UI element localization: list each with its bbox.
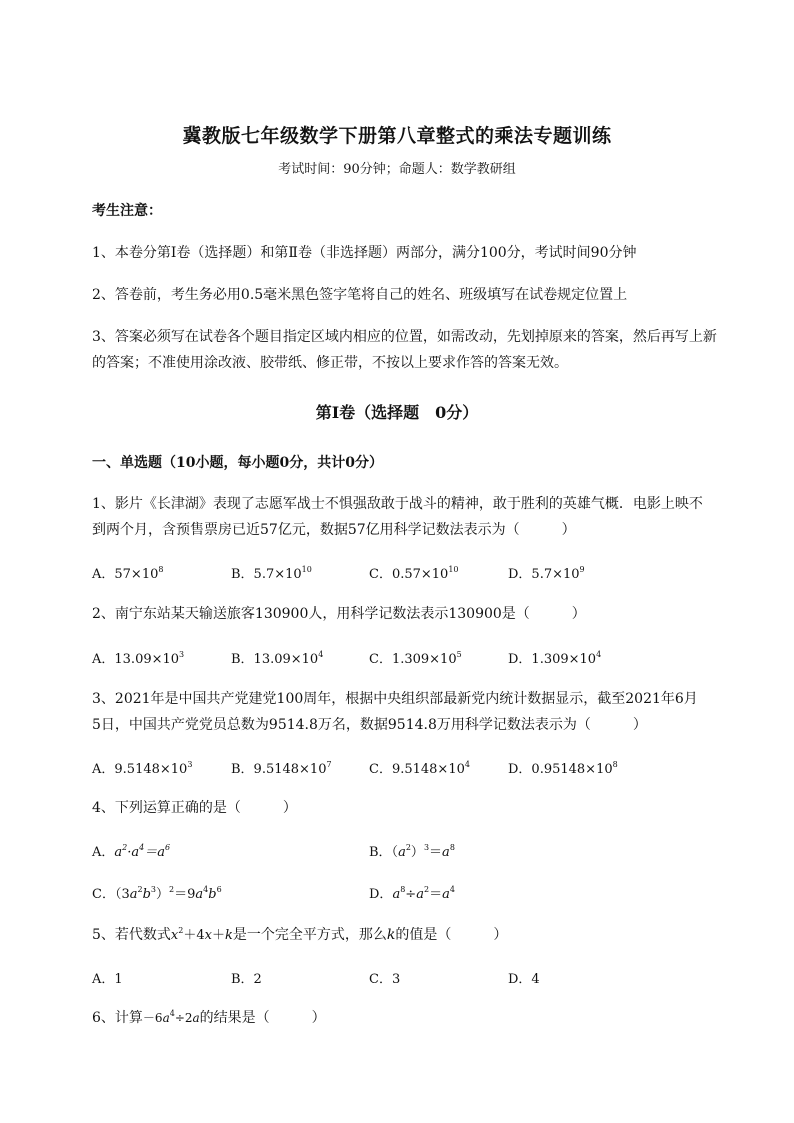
q6-text-pre: 6、计算 (92, 1010, 143, 1026)
question-2-line-1: 2、南宁东站某天输送旅客130900人，用科学记数法表示130900是（ ） (92, 606, 586, 622)
q3-option-d-text: D．0.95148×10 (508, 762, 613, 777)
q3-option-a-exp: 3 (187, 760, 193, 769)
q1-option-a-exp: 8 (158, 565, 164, 574)
q4-option-d[interactable] (369, 883, 455, 902)
q2-option-a-text: A．13.09×10 (92, 652, 180, 667)
q2-option-a[interactable] (92, 648, 184, 667)
q5-variable-k: k (386, 927, 396, 943)
q1-option-c-text: C．0.57×10 (369, 567, 449, 582)
q1-option-a-text: A．57×10 (92, 567, 159, 582)
q1-option-d[interactable] (508, 563, 585, 582)
notice-heading: 考生注意： (92, 203, 162, 219)
q5-option-d[interactable]: D．4 (508, 972, 540, 987)
q3-option-c-exp: 4 (464, 760, 470, 769)
q4-option-c-formula: $a^2b^3)^2=9a^4b^6$ (129, 885, 222, 902)
q4-option-c[interactable] (92, 883, 222, 902)
q5-text-post: 的值是（ ） (395, 927, 508, 943)
q6-formula: $-6a^4\div 2a$ (142, 1009, 200, 1025)
q2-option-c-exp: 5 (456, 650, 462, 659)
exam-subtitle: 考试时间：90分钟；命题人：数学教研组 (278, 162, 516, 177)
q4-option-a-formula: $a^2\cdot a^4=a^6$ (114, 843, 171, 860)
section-title: 第Ⅰ卷（选择题 0分） (315, 403, 479, 422)
q3-option-c[interactable] (369, 758, 470, 777)
q3-option-b-exp: 7 (326, 760, 332, 769)
q4-option-d-formula: $a^8\div a^2=a^4$ (392, 885, 455, 902)
notice-item-3-cont: 的答案；不准使用涂改液、胶带纸、修正带，不按以上要求作答的答案无效。 (92, 355, 568, 371)
q5-option-b[interactable]: B．2 (231, 972, 262, 987)
q3-option-b[interactable] (231, 758, 332, 777)
q4-option-b[interactable] (369, 841, 455, 860)
q4-option-a-text: A． (92, 845, 115, 860)
document-title: 冀教版七年级数学下册第八章整式的乘法专题训练 (182, 125, 612, 147)
question-1-line-2: 到两个月，含预售票房已近57亿元，数据57亿用科学记数法表示为（ ） (92, 522, 576, 538)
q2-option-b[interactable] (231, 648, 323, 667)
q1-option-b[interactable] (231, 563, 312, 582)
question-4-line-1: 4、下列运算正确的是（ ） (92, 800, 297, 816)
notice-item-2: 2、答卷前，考生务必用0.5毫米黑色签字笔将自己的姓名、班级填写在试卷规定位置上 (92, 287, 628, 303)
q6-text-post: 的结果是（ ） (199, 1010, 326, 1026)
q5-option-c[interactable]: C．3 (369, 972, 401, 987)
q3-option-c-text: C．9.5148×10 (369, 762, 465, 777)
question-3-line-1: 3、2021年是中国共产党建党100周年，根据中央组织部最新党内统计数据显示，截至2021年6月 (92, 691, 698, 707)
part-heading: 一、单选题（10小题，每小题0分，共计0分） (92, 455, 383, 471)
q1-option-b-exp: 10 (301, 565, 312, 574)
question-6-line-1 (92, 1007, 326, 1027)
question-5-line-1 (92, 924, 507, 944)
q1-option-a[interactable] (92, 563, 163, 582)
q4-option-c-text: C．（3 (92, 887, 130, 902)
q4-option-a[interactable] (92, 841, 170, 860)
notice-item-3: 3、答案必须写在试卷各个题目指定区域内相应的位置，如需改动，先划掉原来的答案，然后再写上新 (92, 329, 717, 345)
q5-text-pre: 5、若代数式 (92, 927, 171, 943)
q3-option-a-text: A．9.5148×10 (92, 762, 188, 777)
q3-option-a[interactable] (92, 758, 192, 777)
q4-option-b-formula: $a^2)^3=a^8$ (398, 843, 455, 860)
q3-option-d-exp: 8 (612, 760, 618, 769)
q5-text-mid: 是一个完全平方式，那么 (232, 927, 387, 943)
q2-option-b-text: B．13.09×10 (231, 652, 319, 667)
q5-option-a[interactable]: A．1 (92, 972, 123, 987)
q4-option-b-text: B．（ (369, 845, 399, 860)
question-1-line-1: 1、影片《长津湖》表现了志愿军战士不惧强敌敢于战斗的精神，敢于胜利的英雄气概．电影上映不 (92, 496, 703, 512)
q2-option-b-exp: 4 (318, 650, 324, 659)
q2-option-d-exp: 4 (596, 650, 602, 659)
q4-option-d-text: D． (369, 887, 393, 902)
notice-item-1: 1、本卷分第Ⅰ卷（选择题）和第Ⅱ卷（非选择题）两部分，满分100分，考试时间90分钟 (92, 245, 637, 261)
q1-option-b-text: B．5.7×10 (231, 567, 302, 582)
q2-option-d-text: D．1.309×10 (508, 652, 597, 667)
q2-option-c[interactable] (369, 648, 462, 667)
q1-option-d-text: D．5.7×10 (508, 567, 580, 582)
q3-option-b-text: B．9.5148×10 (231, 762, 327, 777)
q2-option-c-text: C．1.309×10 (369, 652, 457, 667)
q1-option-c-exp: 10 (448, 565, 459, 574)
q2-option-a-exp: 3 (179, 650, 185, 659)
q1-option-d-exp: 9 (579, 565, 585, 574)
q3-option-d[interactable] (508, 758, 618, 777)
question-3-line-2: 5日，中国共产党党员总数为9514.8万名，数据9514.8万用科学记数法表示为（ ） (92, 717, 647, 733)
q1-option-c[interactable] (369, 563, 459, 582)
q2-option-d[interactable] (508, 648, 601, 667)
q5-formula: $x^2+4x+k$ (170, 926, 233, 943)
